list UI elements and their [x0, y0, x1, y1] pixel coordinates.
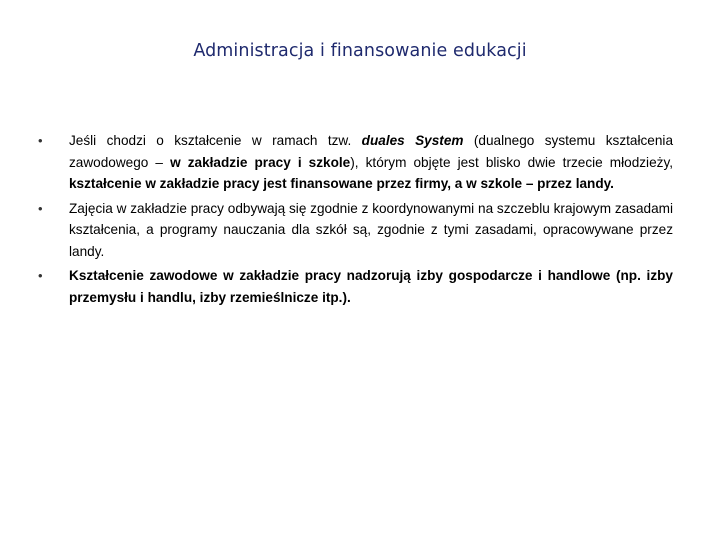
bullet-run: (dualnego systemu kształcenia zawodowego –: [69, 133, 674, 170]
bullet-dot-icon: •: [38, 200, 43, 216]
bullet-run: ), którym objęte jest blisko dwie trzecie młodzieży,: [350, 154, 674, 170]
bullet-text: [69, 133, 673, 191]
bullet-list: [38, 130, 673, 311]
bullet-text: [69, 201, 673, 259]
bullet-run: Jeśli chodzi o kształcenie w ramach tzw.: [69, 133, 362, 148]
bullet-dot-icon: •: [38, 268, 43, 283]
slide-title: Administracja i finansowanie edukacji: [193, 41, 527, 61]
bullet-run-bold: w zakładzie pracy i szkole: [170, 154, 351, 170]
bullet-text: [69, 268, 673, 305]
bullet-item: [38, 198, 673, 263]
bullet-run-bold: Kształcenie zawodowe w zakładzie pracy nadzorują izby gospodarcze i handlowe (np. izby przemysłu i handlu, izby rzemieślnicze itp.).: [69, 268, 673, 305]
bullet-item: [38, 265, 673, 308]
bullet-run: Zajęcia w zakładzie pracy odbywają się zgodnie z koordynowanymi na szczeblu krajowym zasadami kształcenia, a programy nauczania dla szkół są, zgodnie z tymi zasadami, opracowywane przez landy.: [69, 200, 673, 259]
bullet-item: [38, 130, 673, 195]
bullet-dot-icon: •: [38, 133, 43, 148]
bullet-run-bold: kształcenie w zakładzie pracy jest finansowane przez firmy, a w szkole – przez landy.: [69, 176, 614, 191]
bullet-run-emphasis: duales System: [361, 133, 464, 148]
